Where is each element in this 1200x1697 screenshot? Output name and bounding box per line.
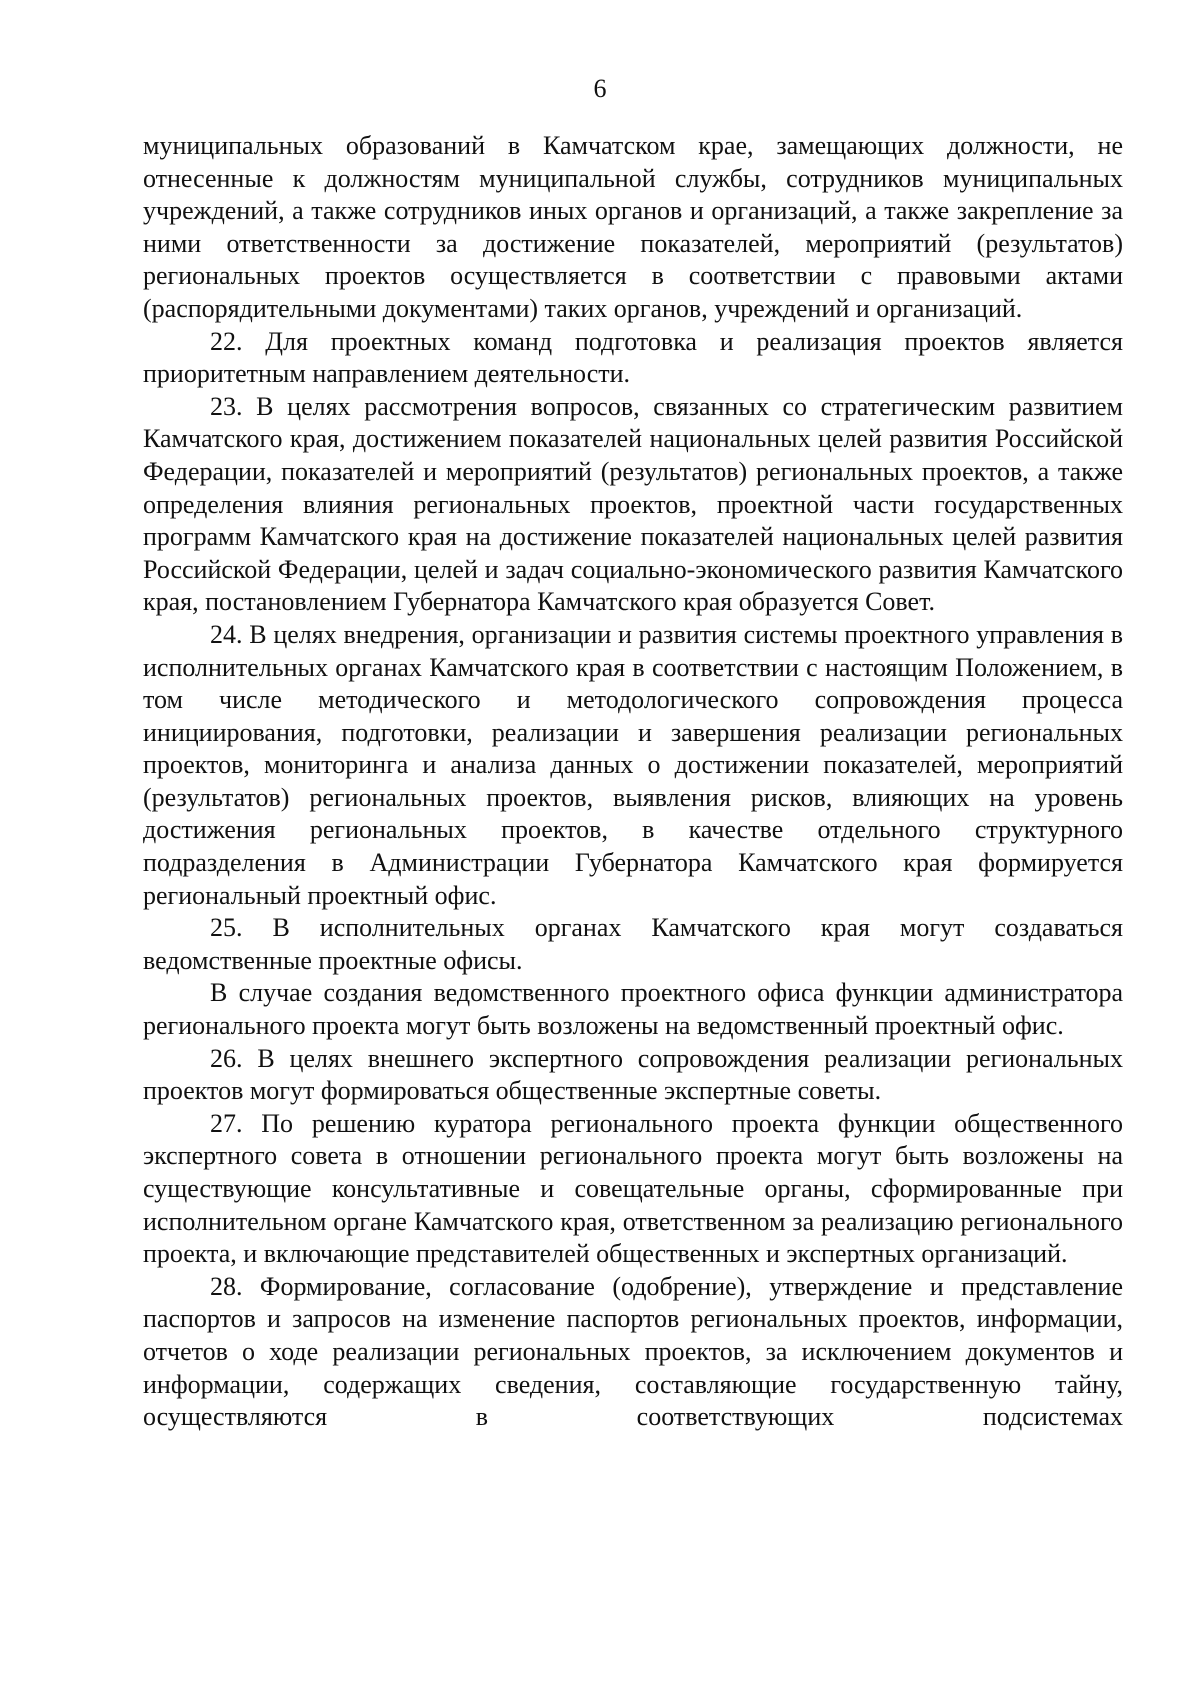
paragraph-24: 24. В целях внедрения, организации и развития системы проектного управления в исполнительных органах Камчатского края в соответствии с настоящим Положением, в том числе методического и методологического сопровождения процесса инициирования, подготовки, реализации и завершения реализации региональных проектов, мониторинга и анализа данных о достижении показателей, мероприятий (результатов) региональных проектов, выявления рисков, влияющих на уровень достижения региональных проектов, в качестве отдельного структурного подразделения в Администрации Губернатора Камчатского края формируется региональный проектный офис. (143, 619, 1123, 910)
paragraph-27: 27. По решению куратора регионального проекта функции общественного экспертного совета в отношении регионального проекта могут быть возложены на существующие консультативные и совещательные органы, сформированные при исполнительном органе Камчатского края, ответственном за реализацию регионального проекта, и включающие представителей общественных и экспертных организаций. (143, 1108, 1123, 1269)
paragraph-25: 25. В исполнительных органах Камчатского края могут создаваться ведомственные проектные офисы. (143, 913, 1123, 975)
paragraph-continuation: муниципальных образований в Камчатском крае, замещающих должности, не отнесенные к должностям муниципальной службы, сотрудников муниципальных учреждений, а также сотрудников иных органов и организаций, а также закрепление за ними ответственности за достижение показателей, мероприятий (результатов) региональных проектов осуществляется в соответствии с правовыми актами (распорядительными документами) таких органов, учреждений и организаций. (143, 131, 1123, 323)
paragraph-28: 28. Формирование, согласование (одобрение), утверждение и представление паспортов и запросов на изменение паспортов региональных проектов, информации, отчетов о ходе реализации региональных проектов, за исключением документов и информации, содержащих сведения, составляющие государственную тайну, осуществляются в соответствующих подсистемах (143, 1271, 1123, 1432)
paragraph-25-continued: В случае создания ведомственного проектного офиса функции администратора регионального проекта могут быть возложены на ведомственный проектный офис. (143, 978, 1123, 1041)
paragraph-22: 22. Для проектных команд подготовка и реализация проектов является приоритетным направлением деятельности. (143, 326, 1123, 389)
document-body (143, 130, 1123, 1434)
page-number: 6 (593, 74, 607, 103)
paragraph-26: 26. В целях внешнего экспертного сопровождения реализации региональных проектов могут формироваться общественные экспертные советы. (143, 1043, 1123, 1106)
paragraph-23: 23. В целях рассмотрения вопросов, связанных со стратегическим развитием Камчатского края, достижением показателей национальных целей развития Российской Федерации, показателей и мероприятий (результатов) региональных проектов, а также определения влияния региональных проектов, проектной части государственных программ Камчатского края на достижение показателей национальных целей развития Российской Федерации, целей и задач социально-экономического развития Камчатского края, постановлением Губернатора Камчатского края образуется Совет. (143, 391, 1123, 617)
